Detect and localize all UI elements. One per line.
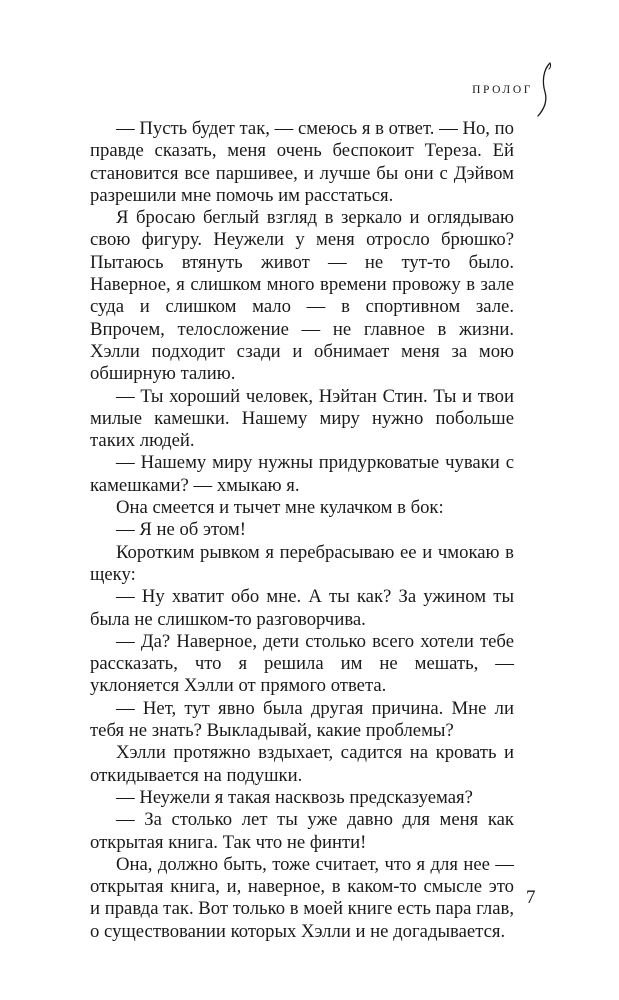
paragraph: — Я не об этом! [116, 519, 246, 541]
paragraph: Хэлли протяжно вздыхает, садится на кровать и откидывается на подушки. [90, 742, 514, 786]
paragraph: — За столько лет ты уже давно для меня как открытая книга. Так что не финти! [90, 809, 514, 853]
paragraph: — Пусть будет так, — смеюсь я в ответ. — Но, по правде сказать, меня очень беспокоит Тереза. Ей становится все паршивее, и лучше бы они с Дэйвом разрешили мне помочь им расстаться. [90, 118, 514, 206]
paragraph: — Нашему миру нужны придурковатые чуваки с камешками? — хмыкаю я. [90, 452, 514, 496]
running-head [447, 62, 557, 118]
paragraph: — Нет, тут явно была другая причина. Мне ли тебя не знать? Выкладывай, какие проблемы? [90, 697, 514, 742]
paragraph: — Ты хороший человек, Нэйтан Стин. Ты и твои милые камешки. Нашему миру нужно побольше таких людей. [90, 385, 514, 452]
paragraph: — Неужели я такая насквозь предсказуемая? [116, 786, 473, 808]
body-text [90, 118, 514, 943]
paragraph: — Ну хватит обо мне. А ты как? За ужином ты была не слишком-то разговорчива. [90, 586, 514, 630]
paragraph: Она, должно быть, тоже считает, что я для нее — открытая книга, и, наверное, в каком-то смысле это и правда так. Вот только в моей книге есть пара глав, о существовании которых Хэлли и не догадывается. [90, 853, 514, 942]
page-number: 7 [526, 887, 536, 908]
flourish-ornament-icon [535, 62, 557, 118]
running-head-title: ПРОЛОГ [472, 84, 533, 96]
paragraph: Она смеется и тычет мне кулачком в бок: [116, 497, 444, 519]
paragraph: Я бросаю беглый взгляд в зеркало и оглядываю свою фигуру. Неужели у меня отросло брюшко? Пытаюсь втянуть живот — не тут-то было. Наверное, я слишком много времени провожу в зале суда и слишком мало — в спортивном зале. Впрочем, телосложение — не главное в жизни. Хэлли подходит сзади и обнимает меня за мою обширную талию. [90, 207, 514, 385]
paragraph: Коротким рывком я перебрасываю ее и чмокаю в щеку: [90, 541, 514, 585]
paragraph: — Да? Наверное, дети столько всего хотели тебе рассказать, что я решила им не мешать, — уклоняется Хэлли от прямого ответа. [90, 630, 514, 697]
